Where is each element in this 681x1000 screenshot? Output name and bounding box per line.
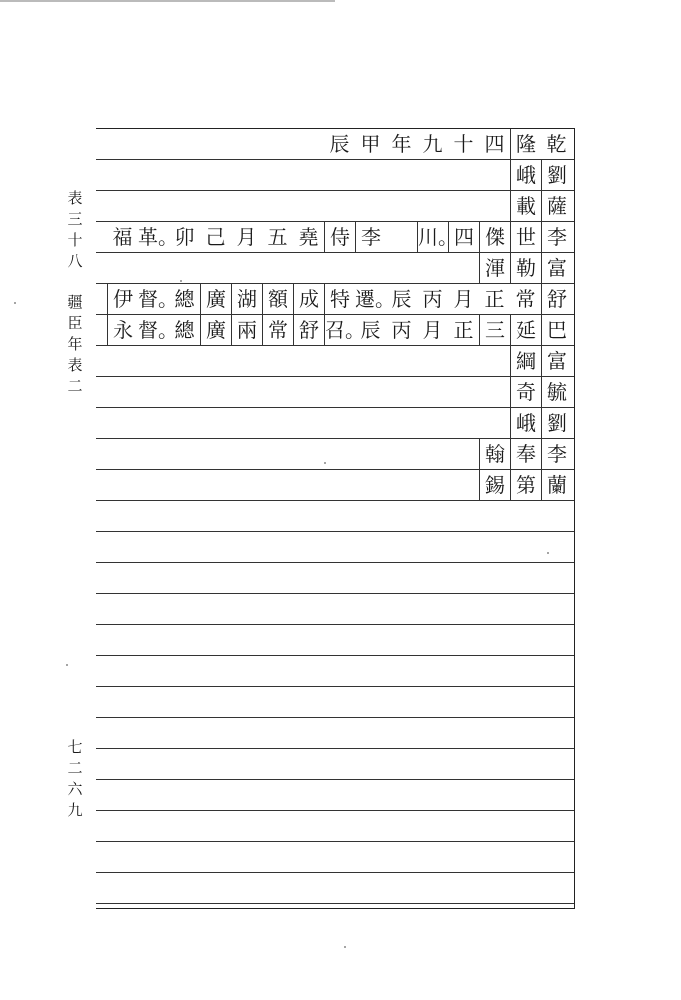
year-heading-char: 隆 [510, 129, 541, 160]
margin-char: 六 [67, 780, 83, 798]
margin-char: 三 [67, 210, 83, 228]
table-cell-char: 辰 [391, 287, 412, 311]
table-row [96, 408, 574, 439]
row-ruling [96, 903, 574, 904]
table-cell-char: 革。 [138, 225, 178, 249]
table-cell-char: 奉 [510, 439, 541, 470]
table-cell-char: 兩 [231, 315, 262, 346]
table-row [96, 377, 574, 408]
table-cell-char: 遷。 [355, 287, 395, 311]
table-row [96, 222, 574, 253]
year-heading-char: 九 [422, 132, 443, 156]
table-cell-char: 成 [293, 284, 324, 315]
table-cell-char: 卯 [174, 225, 195, 249]
row-ruling [96, 841, 574, 842]
table-cell-char: 永 [107, 315, 138, 346]
table-cell-char: 第 [510, 470, 541, 501]
row-ruling [96, 748, 574, 749]
table-cell-char: 月 [236, 225, 257, 249]
table-row [96, 160, 574, 191]
row-ruling [96, 872, 574, 873]
table-row [96, 470, 574, 501]
table-cell-char: 三 [479, 315, 510, 346]
table-cell-char: 督。 [138, 287, 178, 311]
table-cell-char: 總 [174, 287, 195, 311]
table-cell-char: 四 [448, 222, 479, 253]
table-cell-char: 川。 [417, 222, 448, 253]
table-cell-char: 勒 [510, 253, 541, 284]
table-row [96, 253, 574, 284]
table-cell-char: 李 [541, 222, 572, 253]
table-cell-char: 劉 [541, 408, 572, 439]
speck [14, 302, 16, 304]
margin-char: 表 [67, 189, 83, 207]
speck [66, 664, 68, 666]
row-ruling [96, 562, 574, 563]
table-cell-char: 峨 [510, 160, 541, 191]
table-cell-char: 五 [267, 225, 288, 249]
table-cell-char: 福 [112, 225, 133, 249]
table-cell-char: 丙 [391, 318, 412, 342]
margin-char: 七 [67, 738, 83, 756]
speck [180, 280, 182, 282]
table-row [96, 284, 574, 315]
table-cell-char: 綱 [510, 346, 541, 377]
table-cell-char: 總 [174, 318, 195, 342]
margin-char: 表 [67, 356, 83, 374]
table-cell-char: 正 [484, 287, 505, 311]
table-row [96, 346, 574, 377]
table-cell-char: 渾 [479, 253, 510, 284]
table-cell-char: 廣 [200, 315, 231, 346]
table-cell-char: 傑 [479, 222, 510, 253]
table-cell-char: 常 [262, 315, 293, 346]
year-heading-char: 十 [453, 132, 474, 156]
table-cell-char: 延 [510, 315, 541, 346]
row-ruling [96, 593, 574, 594]
table-cell-char: 巴 [541, 315, 572, 346]
row-ruling [96, 624, 574, 625]
table-cell-char: 世 [510, 222, 541, 253]
table-cell-char: 月 [453, 287, 474, 311]
margin-char: 年 [67, 335, 83, 353]
table-cell-char: 伊 [107, 284, 138, 315]
table-cell-char: 李 [541, 439, 572, 470]
table-cell-char: 召。 [324, 315, 355, 346]
table-row [96, 191, 574, 222]
year-heading-char: 辰 [329, 132, 350, 156]
margin-table-subtitle [64, 292, 86, 397]
row-ruling [96, 655, 574, 656]
year-heading-char: 乾 [546, 132, 567, 156]
row-ruling [96, 717, 574, 718]
table-cell-char: 峨 [510, 408, 541, 439]
year-heading-char: 年 [391, 132, 412, 156]
table-cell-char: 丙 [422, 287, 443, 311]
row-ruling [96, 686, 574, 687]
table-cell-char: 正 [453, 318, 474, 342]
table-cell-char: 特 [324, 284, 355, 315]
table-cell-char: 毓 [541, 377, 572, 408]
table-cell-char: 侍 [324, 222, 355, 253]
margin-char: 二 [67, 759, 83, 777]
table-cell-char: 薩 [541, 191, 572, 222]
table-cell-char: 舒 [293, 315, 324, 346]
table-cell-char [386, 222, 417, 253]
speck [547, 552, 549, 554]
margin-table-title [64, 188, 86, 272]
year-heading-char: 四 [484, 132, 505, 156]
table-cell-char: 額 [262, 284, 293, 315]
row-ruling [96, 779, 574, 780]
table-cell-char: 劉 [541, 160, 572, 191]
top-edge-line [0, 0, 335, 2]
table-cell-char: 錫 [479, 470, 510, 501]
table-cell-char: 翰 [479, 439, 510, 470]
year-heading-char: 甲 [360, 132, 381, 156]
table-cell-char: 蘭 [541, 470, 572, 501]
table-cell-char: 月 [422, 318, 443, 342]
margin-char: 八 [67, 252, 83, 270]
table-cell-char: 廣 [200, 284, 231, 315]
margin-page-number [64, 737, 86, 821]
table-cell-char: 督。 [138, 318, 178, 342]
table-row [96, 439, 574, 470]
table-cell-char: 奇 [510, 377, 541, 408]
table-cell-char: 己 [205, 225, 226, 249]
table-row [96, 315, 574, 346]
table-cell-char: 舒 [541, 284, 572, 315]
margin-char: 十 [67, 231, 83, 249]
table-cell-char: 富 [541, 253, 572, 284]
margin-char: 九 [67, 801, 83, 819]
table-cell-char: 堯 [298, 225, 319, 249]
table-cell-char: 湖 [231, 284, 262, 315]
row-ruling [96, 531, 574, 532]
speck [324, 462, 326, 464]
margin-char: 臣 [67, 314, 83, 332]
table-cell-char: 李 [355, 222, 386, 253]
margin-char: 二 [67, 377, 83, 395]
speck [344, 946, 346, 948]
table-cell-char: 載 [510, 191, 541, 222]
table-cell-char: 富 [541, 346, 572, 377]
table-cell-char: 辰 [360, 318, 381, 342]
table-row [96, 129, 574, 160]
table-cell-char: 常 [515, 287, 536, 311]
margin-char: 疆 [67, 293, 83, 311]
row-ruling [96, 810, 574, 811]
